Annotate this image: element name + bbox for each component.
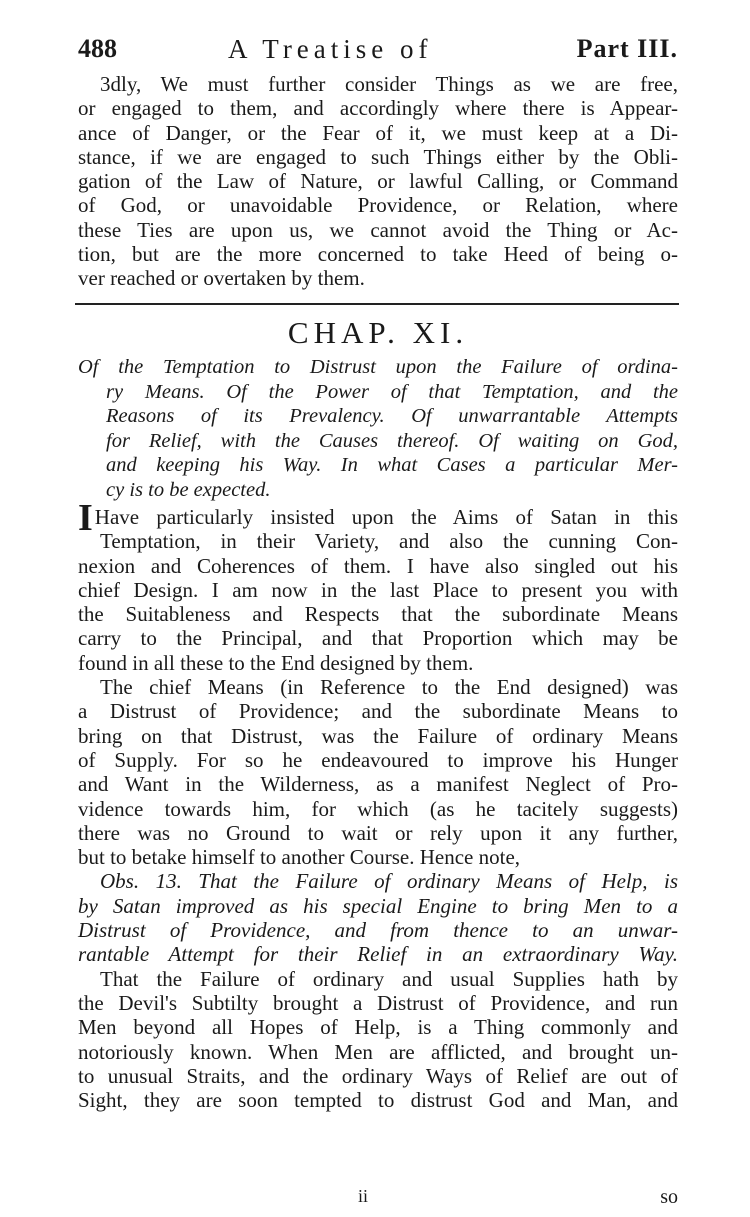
catchword: so: [660, 1186, 678, 1208]
text-line: bring on that Distrust, was the Failure of ordinary Means: [78, 723, 678, 748]
chapter-heading: CHAP. XI.: [287, 315, 469, 350]
text-line: Sight, they are soon tempted to distrust God and Man, and: [78, 1088, 678, 1113]
text-line: tion, but are the more concerned to take Heed of being o-: [78, 242, 678, 267]
running-title: A Treatise of: [228, 34, 433, 64]
text-line: there was no Ground to wait or rely upon it any further,: [78, 820, 678, 845]
observation-line: by Satan improved as his special Engine to bring Men to a: [78, 893, 678, 918]
text-line: ver reached or overtaken by them.: [78, 266, 365, 291]
text-line-content: Have particularly insisted upon the Aims of Satan in this: [94, 505, 678, 529]
summary-line: ry Means. Of the Power of that Temptation, and the: [106, 380, 678, 403]
text-line: a Distrust of Providence; and the subordinate Means to: [78, 699, 678, 724]
text-line: found in all these to the End designed by them.: [78, 650, 474, 675]
text-line: ance of Danger, or the Fear of it, we must keep at a Di-: [78, 120, 678, 145]
running-header: [78, 30, 678, 70]
closing-paragraph: [78, 72, 678, 291]
text-line: vidence towards him, for which (as he tacitely suggests): [78, 796, 678, 821]
text-line: [78, 497, 678, 539]
text-line: stance, if we are engaged to such Things either by the Obli-: [78, 144, 678, 169]
text-line: these Ties are upon us, we cannot avoid the Thing or Ac-: [78, 217, 678, 242]
chapter-summary: [78, 355, 678, 502]
text-line: gation of the Law of Nature, or lawful Calling, or Command: [78, 169, 678, 194]
text-line: That the Failure of ordinary and usual Supplies hath by: [100, 966, 678, 991]
page-footer: [78, 1186, 678, 1210]
observation-line: rantable Attempt for their Relief in an extraordinary Way.: [78, 942, 678, 967]
text-line: Men beyond all Hopes of Help, is a Thing commonly and: [78, 1015, 678, 1040]
summary-line: Reasons of its Prevalency. Of unwarrantable Attempts: [106, 405, 678, 427]
text-line: Temptation, in their Variety, and also the cunning Con-: [100, 529, 678, 554]
summary-line: for Relief, with the Causes thereof. Of waiting on God,: [106, 429, 678, 452]
text-line: and Want in the Wilderness, as a manifest Neglect of Pro-: [78, 772, 678, 797]
page-number: 488: [78, 34, 117, 63]
text-line: 3dly, We must further consider Things as we are free,: [100, 72, 678, 96]
summary-line: Of the Temptation to Distrust upon the Failure of ordina-: [78, 356, 678, 378]
text-line: but to betake himself to another Course. Hence note,: [78, 845, 521, 870]
text-line: The chief Means (in Reference to the End designed) was: [100, 675, 678, 700]
text-line: nexion and Coherences of them. I have also singled out his: [78, 553, 678, 578]
summary-line: and keeping his Way. In what Cases a particular Mer-: [106, 454, 678, 476]
text-line: notoriously known. When Men are afflicted, and brought un-: [78, 1039, 678, 1064]
signature-mark: ii: [358, 1186, 369, 1206]
text-line: carry to the Principal, and that Proportion which may be: [78, 626, 678, 651]
text-line: of Supply. For so he endeavoured to improve his Hunger: [78, 747, 678, 772]
text-line: the Devil's Subtilty brought a Distrust of Providence, and run: [78, 990, 678, 1015]
section-divider: [75, 303, 679, 305]
part-label: Part III.: [576, 34, 678, 63]
text-line: the Suitableness and Respects that the subordinate Means: [78, 602, 678, 627]
observation-line: Distrust of Providence, and from thence to an unwar-: [78, 918, 678, 943]
drop-cap: I: [78, 497, 93, 539]
text-line: chief Design. I am now in the last Place to present you with: [78, 577, 678, 602]
text-line: or engaged to them, and accordingly where there is Appear-: [78, 96, 678, 121]
text-line: of God, or unavoidable Providence, or Relation, where: [78, 193, 678, 218]
text-line: to unusual Straits, and the ordinary Ways of Relief are out of: [78, 1063, 678, 1088]
chapter-body: [78, 497, 678, 1113]
summary-line: cy is to be expected.: [106, 478, 271, 501]
observation-line: Obs. 13. That the Failure of ordinary Means of Help, is: [100, 869, 678, 894]
